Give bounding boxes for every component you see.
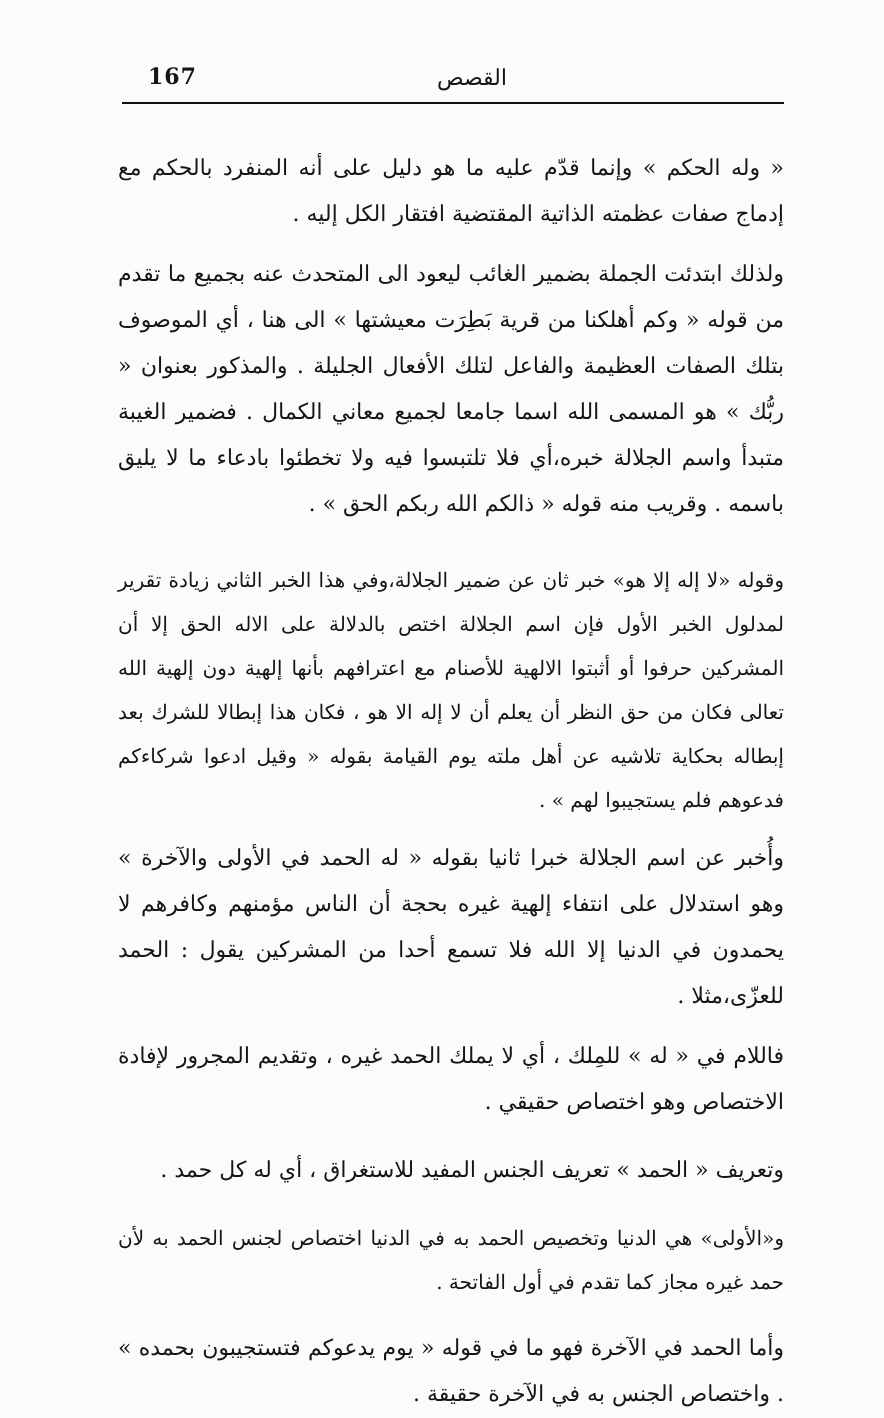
page-number: 167 bbox=[148, 64, 197, 90]
paragraph-1: « وله الحكم » وإنما قدّم عليه ما هو دليل على أنه المنفرد بالحكم مع إدماج صفات عظمته الذاتية المقتضية افتقار الكل إليه . bbox=[118, 156, 784, 227]
paragraph-5: فاللام في « له » للمِلك ، أي لا يملك الحمد غيره ، وتقديم المجرور لإفادة الاختصاص وهو اختصاص حقيقي . bbox=[118, 1044, 784, 1115]
body-text bbox=[118, 146, 784, 1418]
paragraph-2: ولذلك ابتدئت الجملة بضمير الغائب ليعود الى المتحدث عنه بجميع ما تقدم من قوله « وكم أهلكنا من قرية بَطِرَت معيشتها » الى هنا ، أي الموصوف بتلك الصفات العظيمة والفاعل لتلك الأفعال الجليلة . والمذكور بعنوان « ربُّك » هو المسمى الله اسما جامعا لجميع معاني الكمال . فضمير الغيبة متبدأ واسم الجلالة خبره،أي فلا تلتبسوا فيه ولا تخطئوا بادعاء ما لا يليق باسمه . وقريب منه قوله « ذالكم الله ربكم الحق » . bbox=[118, 262, 784, 517]
paragraph-3: وقوله «لا إله إلا هو» خبر ثان عن ضمير الجلالة،وفي هذا الخبر الثاني زيادة تقرير لمدلول الخبر الأول فإن اسم الجلالة اختص بالدلالة على الاله الحق إلا أن المشركين حرفوا أو أثبتوا الالهية للأصنام مع اعترافهم بأنها إلهية دون إلهية الله تعالى فكان من حق النظر أن يعلم أن لا إله الا هو ، فكان هذا إبطالا للشرك بعد إبطاله بحكاية تلاشيه عن أهل ملته يوم القيامة بقوله « وقيل ادعوا شركاءكم فدعوهم فلم يستجيبوا لهم » . bbox=[118, 568, 784, 812]
page-header bbox=[120, 62, 784, 102]
header-rule bbox=[122, 102, 784, 104]
paragraph-4: وأُخبر عن اسم الجلالة خبرا ثانيا بقوله « له الحمد في الأولى والآخرة » وهو استدلال على انتفاء إلهية غيره بحجة أن الناس مؤمنهم وكافرهم لا يحمدون في الدنيا إلا الله فلا تسمع أحدا من المشركين يقول : الحمد للعزّى،مثلا . bbox=[118, 846, 784, 1009]
paragraph-6: وتعريف « الحمد » تعريف الجنس المفيد للاستغراق ، أي له كل حمد . bbox=[160, 1158, 784, 1183]
paragraph-7: و«الأولى» هي الدنيا وتخصيص الحمد به في الدنيا اختصاص لجنس الحمد به لأن حمد غيره مجاز كما تقدم في أول الفاتحة . bbox=[118, 1226, 784, 1294]
paragraph-8: وأما الحمد في الآخرة فهو ما في قوله « يوم يدعوكم فتستجيبون بحمده » . واختصاص الجنس به في الآخرة حقيقة . bbox=[118, 1336, 784, 1407]
running-title: القصص bbox=[437, 66, 507, 91]
